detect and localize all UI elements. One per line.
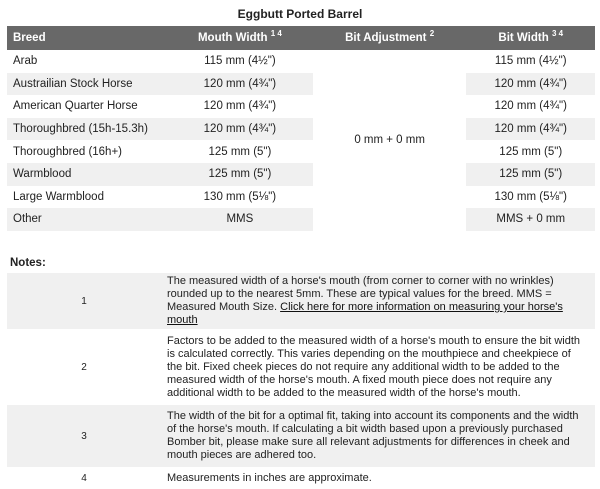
cell-mouth-width: 120 mm (4¾") (167, 73, 313, 96)
cell-mouth-width: 120 mm (4¾") (167, 118, 313, 141)
notes-table (7, 273, 595, 489)
header-bit-adjustment-footnote: 2 (429, 29, 435, 39)
cell-mouth-width: 130 mm (5⅛") (203, 190, 277, 203)
header-mouth-width (167, 26, 313, 50)
cell-mouth-width: 125 mm (5") (208, 145, 272, 158)
cell-mouth-width: MMS (167, 208, 313, 231)
note-number: 3 (7, 405, 161, 467)
table-row (7, 163, 595, 186)
header-bit-adjustment (313, 26, 467, 50)
note-text: Measurements in inches are approximate. (167, 471, 372, 484)
note-text: The width of the bit for a optimal fit, taking into account its components and the width of the horse's mouth. If calculating a bit width based upon a previously purchased Bomber bit, please make sure all relevant adjustments for differences in cheek and mouth pieces are adhered too. (161, 405, 595, 467)
cell-breed: Austrailian Stock Horse (7, 73, 167, 96)
cell-bit-width: 120 mm (4¾") (494, 100, 567, 113)
bit-size-table (7, 26, 595, 231)
table-row (7, 118, 595, 141)
cell-breed: Warmblood (7, 163, 167, 186)
header-mouth-width-label: Mouth Width (197, 32, 268, 44)
table-header-row (7, 26, 595, 50)
cell-breed: Other (7, 208, 167, 231)
note-row (7, 405, 595, 467)
table-row (7, 95, 595, 118)
table-row (7, 50, 595, 73)
cell-bit-width: 120 mm (4¾") (466, 118, 595, 141)
cell-bit-width: MMS + 0 mm (466, 208, 595, 231)
cell-breed: American Quarter Horse (13, 100, 138, 113)
table-row (7, 208, 595, 231)
header-bit-adjustment-label: Bit Adjustment (345, 32, 427, 44)
note-row (7, 467, 595, 489)
cell-bit-width: 130 mm (5⅛") (494, 190, 567, 203)
header-breed: Breed (7, 26, 167, 50)
cell-breed: Large Warmblood (13, 190, 104, 203)
cell-mouth-width: 115 mm (4½") (204, 55, 276, 68)
note-text-body: The measured width of a horse's mouth (from corner to corner with no wrinkles) rounded up to the nearest 5mm. These are typical values for the breed. MMS = Measured Mouth Size. (167, 275, 554, 313)
notes-heading: Notes: (10, 257, 46, 269)
cell-bit-width: 120 mm (4¾") (466, 73, 595, 96)
header-bit-width-footnote: 3 4 (551, 29, 564, 39)
note-number: 1 (7, 273, 161, 329)
table-row (7, 73, 595, 96)
header-bit-width-label: Bit Width (498, 32, 549, 44)
measuring-mouth-link[interactable]: Click here for more information on measuring your horse's mouth (167, 301, 563, 326)
cell-breed: Thoroughbred (16h+) (13, 145, 123, 158)
table-row (7, 186, 595, 209)
cell-mouth-width: 125 mm (5") (167, 163, 313, 186)
cell-mouth-width: 120 mm (4¾") (203, 100, 277, 113)
cell-breed: Thoroughbred (15h-15.3h) (7, 118, 167, 141)
cell-bit-width: 115 mm (4½") (494, 55, 567, 68)
cell-bit-width: 125 mm (5") (466, 163, 595, 186)
note-number: 4 (81, 472, 87, 484)
header-bit-width (466, 26, 595, 50)
table-row (7, 140, 595, 163)
header-mouth-width-footnote: 1 4 (270, 29, 282, 39)
note-text (161, 273, 595, 329)
note-row (7, 329, 595, 405)
note-number: 2 (81, 361, 87, 373)
cell-bit-adjustment: 0 mm + 0 mm (313, 50, 467, 231)
cell-bit-width: 125 mm (5") (499, 145, 563, 158)
note-text: Factors to be added to the measured width of a horse's mouth to ensure the bit width is calculated correctly. This varies depending on the mouthpiece and cheekpiece of the bit. Fixed cheek pieces do not require any additional width to be added to the measured width of the horse's mouth. A fixed mouth piece does not require any additional width to be added to the measured width of the horse's mouth. (167, 334, 581, 399)
table-title: Eggbutt Ported Barrel (237, 7, 363, 21)
note-row (7, 273, 595, 329)
cell-breed: Arab (13, 55, 38, 68)
